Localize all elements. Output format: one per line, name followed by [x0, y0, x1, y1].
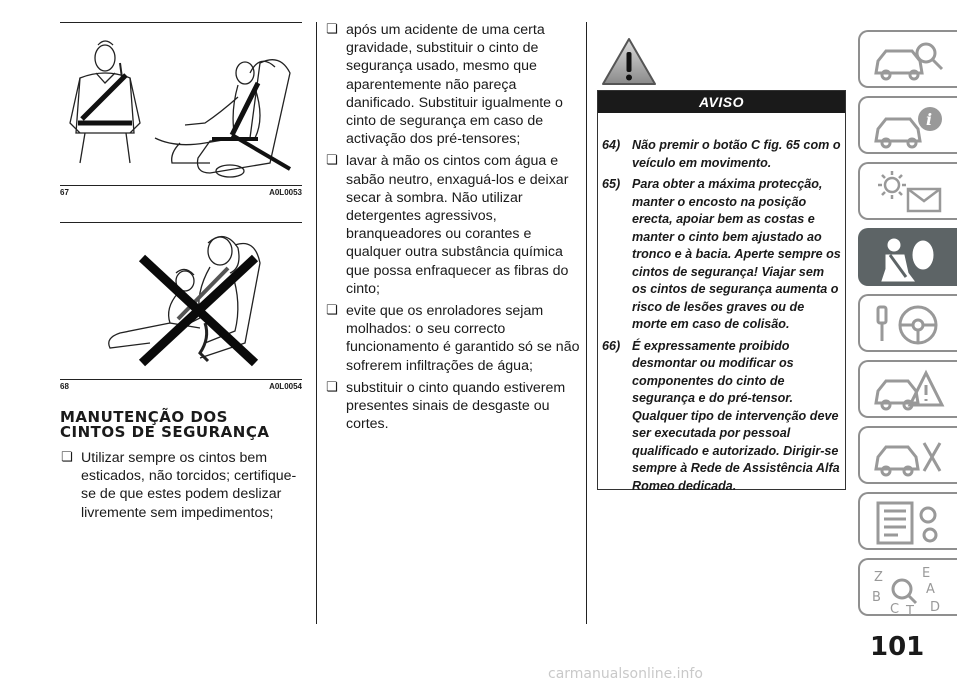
warning-item-number: 65)	[602, 177, 621, 191]
index-letter: Z	[874, 570, 883, 585]
warning-item-text: Para obter a máxima protecção, manter o encosto na posição erecta, apoiar bem as costas e manter o cinto bem ajustado ao tronco e à bacia. Aperte sempre os cintos de segurança! Viajar sem os cintos de segurança aumenta o risco de lesões graves ou de morte em caso de colisão.	[632, 177, 841, 331]
index-letter: T	[906, 604, 914, 617]
seatbelt-adjustment-illustration	[60, 23, 302, 185]
warning-item-text: Não premir o botão C fig. 65 com o veículo em movimento.	[632, 138, 841, 170]
tab-steering-key[interactable]	[858, 294, 957, 352]
watermark: carmanualsonline.info	[548, 666, 703, 682]
list-item: ❏ substituir o cinto quando estiverem presentes sinais de desgaste ou cortes.	[325, 379, 580, 434]
figure-number: 67	[60, 188, 69, 197]
index-letter: C	[890, 602, 900, 617]
warning-item-number: 64)	[602, 138, 621, 152]
tab-car-info[interactable]	[858, 96, 957, 154]
specs-list-icon	[868, 497, 948, 547]
warning-item-number: 66)	[602, 338, 621, 353]
list-item: ❏ lavar à mão os cintos com água e sabão neutro, enxaguá-los e deixar secar à sombra. Não utilizar detergentes agressivos, branqueadores ou corantes e qualquer outra substância química que possa enfraquecer as fibras do cinto;	[325, 152, 580, 298]
column-rule-right	[586, 22, 587, 624]
maintenance-bullet-list-continued	[325, 21, 580, 437]
column-rule-left	[316, 22, 317, 624]
maintenance-bullet-list	[60, 449, 310, 526]
heading-line: MANUTENÇÃO DOS	[60, 408, 228, 426]
car-service-icon	[868, 431, 948, 481]
car-info-icon	[868, 101, 948, 151]
heading-line: CINTOS DE SEGURANÇA	[60, 423, 270, 441]
svg-text:i: i	[926, 110, 933, 129]
warning-item	[602, 338, 842, 496]
car-search-icon	[868, 35, 948, 85]
warning-title: AVISO	[598, 91, 845, 113]
tab-car-search[interactable]	[858, 30, 957, 88]
index-letter: D	[930, 600, 941, 615]
index-letter: B	[872, 590, 881, 605]
warning-lights-icon	[868, 167, 948, 217]
figure-67	[60, 22, 302, 197]
figure-number: 68	[60, 382, 69, 391]
page-number: 101	[870, 632, 925, 662]
figure-code: A0L0053	[269, 188, 302, 197]
list-item: ❏ após um acidente de uma certa gravidade, substituir o cinto de segurança usado, mesmo que aparentemente não pareça danificado. Substituir igualmente o cinto de segurança em caso de activação dos pré-tensores;	[325, 21, 580, 148]
warning-item-text: É expressamente proibido desmontar ou modificar os componentes do cinto de segurança e do pré-tensor. Qualquer tipo de intervenção deve ser executada por pessoal qualificado e autorizado. Dirigir-se sempre à Rede de Assistência Alfa Romeo dedicada.	[632, 338, 840, 493]
incorrect-child-seatbelt-illustration	[60, 223, 302, 379]
list-item: ❏ evite que os enroladores sejam molhados: o seu correcto funcionamento é garantido só se não sofrerem infiltrações de água;	[325, 302, 580, 375]
tab-index[interactable]	[858, 558, 957, 616]
tab-warning-lights[interactable]	[858, 162, 957, 220]
steering-key-icon	[868, 299, 948, 349]
index-letter: E	[922, 566, 931, 581]
tab-car-service[interactable]	[858, 426, 957, 484]
tab-car-crash[interactable]	[858, 360, 957, 418]
section-heading	[60, 410, 310, 440]
seatbelt-airbag-icon	[868, 233, 948, 287]
figure-code: A0L0054	[269, 382, 302, 391]
figure-68	[60, 222, 302, 391]
index-letter: A	[926, 582, 935, 597]
warning-list	[602, 137, 842, 499]
tab-seatbelt-airbag[interactable]	[858, 228, 957, 286]
car-crash-icon	[868, 365, 948, 415]
tab-specs-list[interactable]	[858, 492, 957, 550]
warning-triangle-icon	[600, 36, 658, 88]
list-item: ❏ Utilizar sempre os cintos bem esticados, não torcidos; certifique-se de que estes podem deslizar livremente sem impedimentos;	[60, 449, 310, 522]
index-letters-icon	[868, 563, 948, 617]
warning-item	[602, 137, 842, 172]
warning-item	[602, 176, 842, 334]
